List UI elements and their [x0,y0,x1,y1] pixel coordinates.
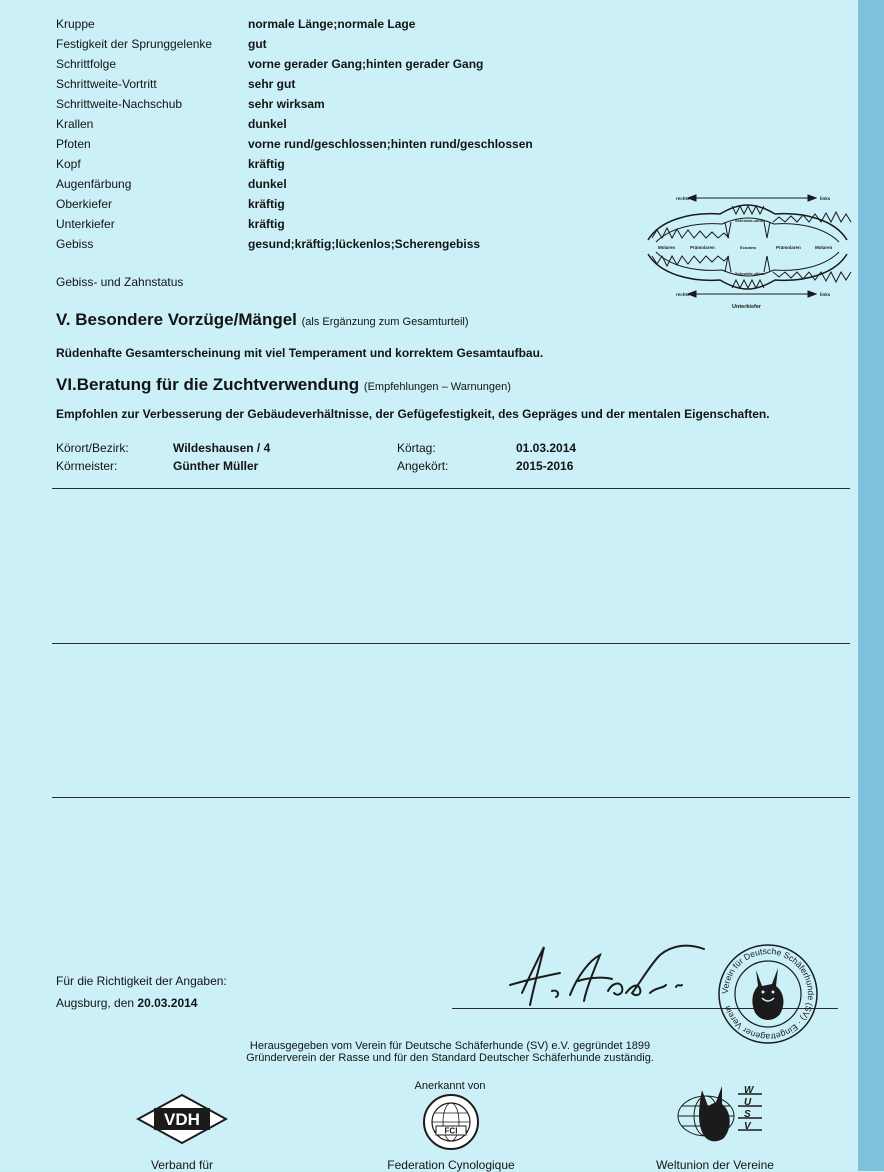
koertag-label: Körtag: [397,441,436,455]
divider-1 [52,488,850,489]
fci-caption: Federation Cynologique [387,1158,515,1172]
attribute-value: sehr gut [248,77,296,91]
section5-title: V. Besondere Vorzüge/Mängel [56,310,297,329]
teeth-schneide-bottom: Schneide-zähne [735,271,766,276]
teeth-praemolaren-left: Prämolaren [690,245,715,250]
anerkannt-text: Anerkannt von [414,1080,486,1092]
divider-3 [52,797,850,798]
section6-title: VI.Beratung für die Zuchtverwendung [56,375,360,394]
vdh-logo [136,1093,228,1145]
wusv-letter-w: W [744,1085,754,1096]
wusv-letter-v: V [744,1121,751,1132]
richtigkeit-text: Für die Richtigkeit der Angaben: [56,974,227,988]
attribute-label: Kruppe [56,17,95,31]
angekoert-value: 2015-2016 [516,459,574,473]
attribute-value: kräftig [248,197,285,211]
teeth-eckzahn: Eckzahn [740,245,757,250]
teeth-rechts-top: rechts [676,196,690,201]
teeth-unterkiefer: Unterkiefer [732,304,762,310]
seal-dog-head-icon [752,968,783,1020]
teeth-links-top: links [820,196,831,201]
wusv-logo [672,1082,768,1146]
attribute-value: vorne gerader Gang;hinten gerader Gang [248,57,484,71]
gebiss-status-label: Gebiss- und Zahnstatus [56,275,184,289]
attribute-value: sehr wirksam [248,97,325,111]
section5-note: (als Ergänzung zum Gesamturteil) [301,316,469,328]
herausgegeben-text: Herausgegeben vom Verein für Deutsche Schäferhunde (SV) e.V. gegründet 1899 [249,1040,651,1052]
attribute-label: Kopf [56,157,81,171]
section5-heading [56,310,469,330]
sv-seal [716,942,820,1046]
koermeister-value: Günther Müller [173,459,259,473]
teeth-rechts-bottom: rechts [676,292,690,297]
fci-logo-text: FCI [444,1126,458,1136]
attribute-value: dunkel [248,117,287,131]
ort-datum [56,996,197,1010]
attribute-label: Pfoten [56,137,91,151]
attribute-label: Unterkiefer [56,217,115,231]
ort-datum-prefix: Augsburg, den [56,996,138,1010]
koermeister-label: Körmeister: [56,459,118,473]
wusv-letter-s: S [744,1109,751,1120]
section6-heading [56,375,511,395]
seal-text-path: Verein für Deutsche Schäferhunde (SV) · Eingetragener Verein [719,945,817,1043]
attribute-label: Schrittfolge [56,57,117,71]
scan-edge-strip [858,0,884,1171]
attribute-label: Augenfärbung [56,177,132,191]
vdh-caption: Verband für [150,1158,214,1172]
section6-text: Empfohlen zur Verbesserung der Gebäudeverhältnisse, der Gefügefestigkeit, des Gepräges und der mentalen Eigenschaften. [56,407,770,421]
teeth-molaren-left: Molaren [658,245,676,250]
teeth-diagram [640,192,855,312]
fci-logo [418,1093,484,1151]
attribute-label: Schrittweite-Nachschub [56,97,183,111]
koerort-value: Wildeshausen / 4 [173,441,271,455]
attribute-label: Krallen [56,117,94,131]
vdh-logo-text: VDH [164,1110,200,1129]
attribute-value: vorne rund/geschlossen;hinten rund/geschlossen [248,137,533,151]
koerort-label: Körort/Bezirk: [56,441,129,455]
teeth-molaren-right: Molaren [815,245,833,250]
gruenderverein-text: Gründerverein der Rasse und für den Standard Deutscher Schäferhunde zuständig. [246,1052,654,1064]
koertag-value: 01.03.2014 [516,441,577,455]
signature [500,935,720,1015]
attribute-label: Schrittweite-Vortritt [56,77,157,91]
attribute-label: Festigkeit der Sprunggelenke [56,37,213,51]
wusv-dog-head-icon [699,1086,730,1141]
section6-note: (Empfehlungen – Warnungen) [363,381,511,393]
ort-datum-date: 20.03.2014 [137,996,198,1010]
attribute-value: dunkel [248,177,287,191]
wusv-letter-u: U [744,1097,752,1108]
teeth-praemolaren-right: Prämolaren [776,245,801,250]
wusv-caption: Weltunion der Vereine [656,1158,774,1172]
attribute-value: gesund;kräftig;lückenlos;Scherengebiss [248,237,481,251]
teeth-links-bottom: links [820,292,831,297]
attribute-value: gut [248,37,267,51]
attribute-label: Gebiss [56,237,94,251]
divider-2 [52,643,850,644]
angekoert-label: Angekört: [397,459,449,473]
attribute-value: normale Länge;normale Lage [248,17,416,31]
section5-text: Rüdenhafte Gesamterscheinung mit viel Temperament und korrektem Gesamtaufbau. [56,346,544,360]
attribute-value: kräftig [248,157,285,171]
attribute-value: kräftig [248,217,285,231]
teeth-schneide-top: Schneide-zähne [735,218,766,223]
attribute-label: Oberkiefer [56,197,113,211]
